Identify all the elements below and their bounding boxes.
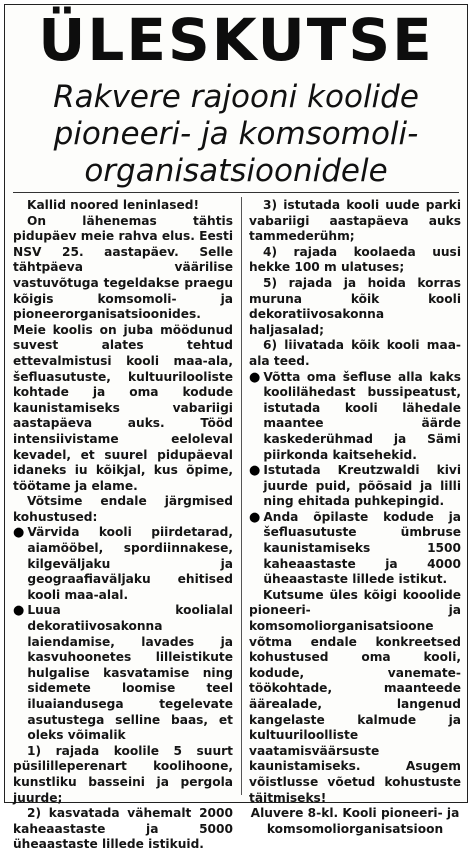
subheadline-line-3: organisatsioonidele [84,153,388,189]
closing-paragraph: Kutsume üles kõigi kooolide pioneeri- ja komsomoliorganisatsioone võtma endale konkreetsed kohustused oma kooli, kodude, vanemate-töökohtade, maanteede äärealade, langenud kangelaste kalmude ja kultuuriloolliste vaatamisväärsuste kaunistamiseks. Asugem võistlusse võetud kohustuste täitmiseks! [249,587,461,805]
greeting: Kallid noored leninlased! [27,198,200,212]
bullet-icon: ● [13,603,25,619]
list-item [13,525,233,603]
headline: ÜLESKUTSE [38,6,434,74]
bullet-icon: ● [249,463,261,479]
list-item [249,370,461,464]
numbered-item-2: 2) kasvatada vähemalt 2000 kaheaastaste ja 5000 üheaastaste lillede istikuid. [13,806,233,852]
subheadline [5,79,467,190]
newspaper-clipping [4,4,468,852]
bullet-text: Istutada Kreutzwaldi kivi juurde puid, põõsaid ja lilli ning ehitada puhkepingid. [263,463,461,509]
bullet-text: Värvida kooli piirdetarad, aiamööbel, spordiinnakese, kilgeväljaku ja geograafiaväljaku ehitised kooli maa-alal. [27,525,233,602]
numbered-item-4: 4) rajada koolaeda uusi hekke 100 m ulatuses; [249,244,461,275]
paragraph-1: On lähenemas tähtis pidupäev meie rahva elus. Eesti NSV 25. aastapäev. Selle tähtpäeva väärilise vastuvõtuga tegeldakse praegu kõigis komsomoli- ja pioneerorganisatsioonides. Meie koolis on juba möödunud suvest alates tehtud ettevalmistusi kooli maa-ala, šefluasutuste, kultuurilooliste kohtade ja oma kodude kaunistamiseks vabariigi aastapäeva auks. Tööd intensiivistame eeloleval kevadel, et suurel pidupäeval idaneks iu kõikjal, kus õpime, töötame ja elame. [13,213,233,493]
numbered-item-1: 1) rajada koolile 5 suurt püsililleperenart koolihoone, kunstliku basseini ja pergola juurde; [13,743,233,805]
subheadline-line-1: Rakvere rajooni koolide [53,79,419,115]
bullet-icon: ● [249,369,261,385]
list-item [13,603,233,743]
list-item [249,463,461,510]
bullet-icon: ● [13,525,25,541]
bullet-text: Võtta oma šefluse alla kaks koolilähedast bussipeatust, istutada kooli lähedale maantee äärde kaskederühmad ja Sämi piirkonda kaitsehekid. [263,369,461,462]
column-divider [241,197,242,795]
signature: Aluvere 8-kl. Kooli pioneeri- ja komsomoliorganisatsioon [250,806,460,836]
numbered-item-5: 5) rajada ja hoida korras muruna kõik kooli dekoratiivosakonna haljasalad; [249,275,461,337]
bullet-text: Luua koolialal dekoratiivosakonna laiendamise, lavades ja kasvuhoonetes lilleistikute hulgalise kasvatamise ning sidemete loomise teel iluaiandusega tegelevate asutustega selline baas, et oleks võimalik [27,603,233,743]
left-column [13,198,233,853]
numbered-item-3: 3) istutada kooli uude parki vabariigi aastapäeva auks tammederühm; [249,198,461,244]
right-column [249,198,461,837]
paragraph-2: Võtsime endale järgmised kohustused: [13,494,233,524]
numbered-item-6: 6) liivatada kõik kooli maa-ala teed. [249,338,461,368]
bullet-icon: ● [249,509,261,525]
bullet-text: Anda õpilaste kodude ja šefluasutuste ümbruse kaunistamiseks 1500 kaheaastaste ja 4000 üheaastaste lillede istikut. [263,509,461,587]
list-item [249,510,461,588]
subheadline-line-2: pioneeri- ja komsomoli- [53,116,419,152]
header-divider [13,192,459,193]
